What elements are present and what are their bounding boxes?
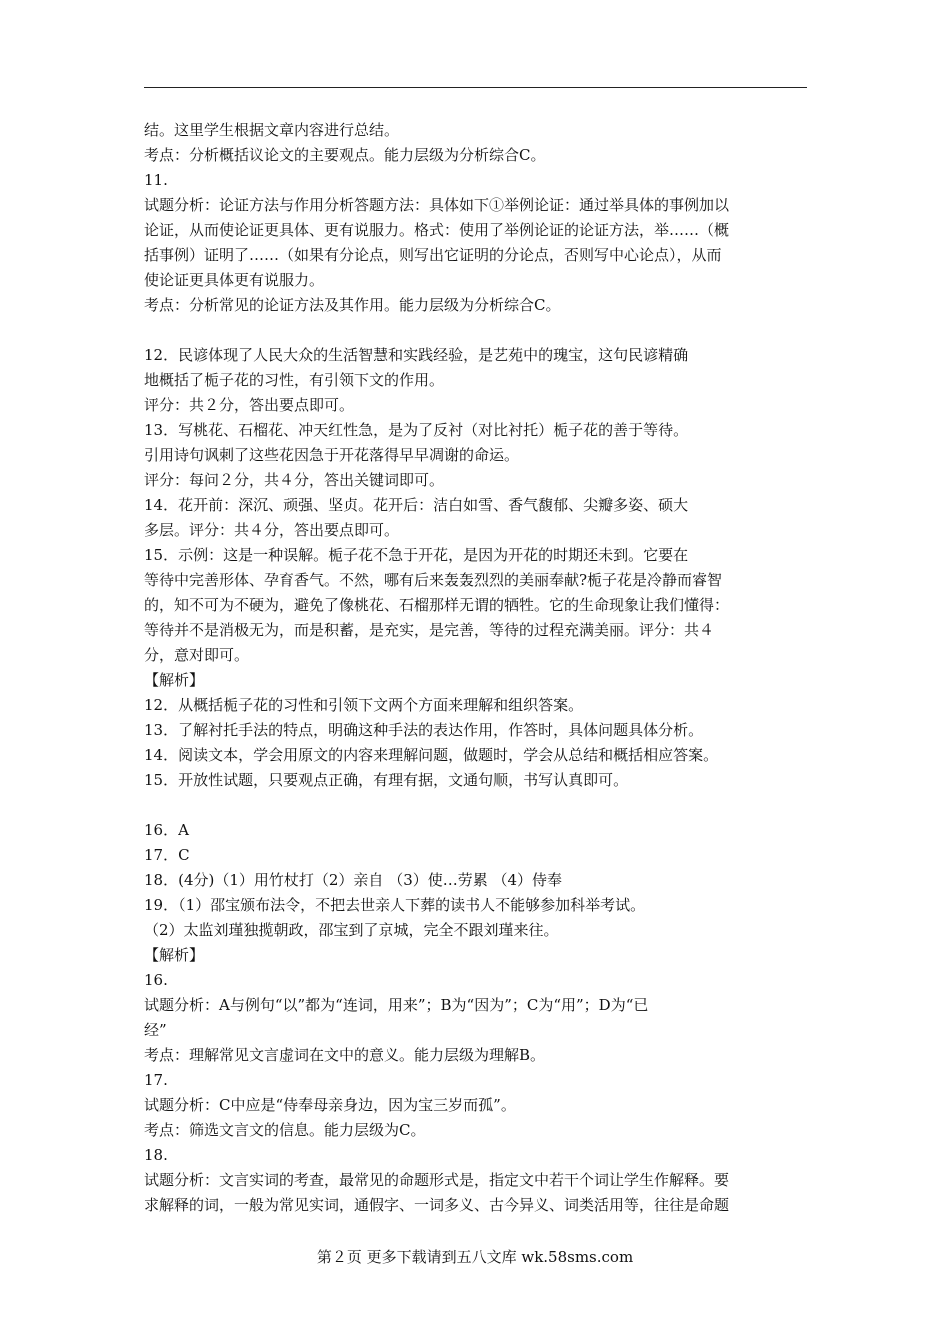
text-line: 17．C [144,846,190,864]
answer-block-2 [144,343,812,793]
header-rule [144,87,807,88]
text-line: 评分：每问２分，共４分，答出关键词即可。 [144,471,445,489]
text-line: 15．示例：这是一种误解。栀子花不急于开花，是因为开花的时期还未到。它要在 [144,546,689,564]
text-line: 等待并不是消极无为，而是积蓄，是充实，是完善，等待的过程充满美丽。评分：共４ [144,621,715,639]
text-line: 经” [144,1021,167,1039]
text-line: 求解释的词，一般为常见实词，通假字、一词多义、古今异义、词类活用等，往往是命题 [144,1196,730,1214]
text-line: 等待中完善形体、孕育香气。不然，哪有后来轰轰烈烈的美丽奉献?栀子花是冷静而睿智 [144,571,723,589]
text-line: 结。这里学生根据文章内容进行总结。 [144,121,400,139]
text-line: 试题分析：A与例句“以”都为“连词，用来”；B为“因为”；C为“用”；D为“已 [144,996,649,1014]
text-line: 16. [144,971,168,989]
text-line: 11. [144,171,168,189]
paragraph-gap [144,318,812,343]
text-line: 试题分析：C中应是“侍奉母亲身边，因为宝三岁而孤”。 [144,1096,516,1114]
text-line: 19．（1）邵宝颁布法令，不把去世亲人下葬的读书人不能够参加科举考试。 [144,896,646,914]
answer-block-3 [144,818,812,1218]
text-line: 分，意对即可。 [144,646,250,664]
text-line: 14．阅读文本，学会用原文的内容来理解问题，做题时，学会从总结和概括相应答案。 [144,746,719,764]
text-line: 12．民谚体现了人民大众的生活智慧和实践经验，是艺苑中的瑰宝，这句民谚精确 [144,346,689,364]
paragraph-gap [144,793,812,818]
text-line: 的，知不可为不硬为，避免了像桃花、石榴那样无谓的牺牲。它的生命现象让我们懂得： [144,596,730,614]
text-line: 16．A [144,821,189,839]
text-line: 考点：筛选文言文的信息。能力层级为C。 [144,1121,426,1139]
text-line: 括事例）证明了……（如果有分论点，则写出它证明的分论点，否则写中心论点），从而 [144,246,722,264]
text-line: 12．从概括栀子花的习性和引领下文两个方面来理解和组织答案。 [144,696,584,714]
text-line: 【解析】 [144,946,205,964]
text-line: 13．了解衬托手法的特点，明确这种手法的表达作用，作答时，具体问题具体分析。 [144,721,704,739]
text-line: 17. [144,1071,168,1089]
answer-block-1 [144,118,812,318]
text-line: 评分：共２分，答出要点即可。 [144,396,355,414]
text-line: （2）太监刘瑾独揽朝政，邵宝到了京城，完全不跟刘瑾来往。 [144,921,559,939]
text-line: 论证，从而使论证更具体、更有说服力。格式：使用了举例论证的论证方法，举……（概 [144,221,730,239]
text-line: 考点：分析概括议论文的主要观点。能力层级为分析综合C。 [144,146,546,164]
text-line: 考点：分析常见的论证方法及其作用。能力层级为分析综合C。 [144,296,561,314]
text-line: 考点：理解常见文言虚词在文中的意义。能力层级为理解B。 [144,1046,546,1064]
page-footer: 第２页 更多下载请到五八文库 wk.58sms.com [316,1248,634,1266]
text-line: 使论证更具体更有说服力。 [144,271,325,289]
text-line: 18．(4分)（1）用竹杖打（2）亲自 （3）使…劳累 （4）侍奉 [144,871,563,889]
text-line: 地概括了栀子花的习性，有引领下文的作用。 [144,371,445,389]
text-line: 14．花开前：深沉、顽强、坚贞。花开后：洁白如雪、香气馥郁、尖瓣多姿、硕大 [144,496,689,514]
text-line: 13．写桃花、石榴花、冲天红性急，是为了反衬（对比衬托）栀子花的善于等待。 [144,421,689,439]
text-line: 试题分析：论证方法与作用分析答题方法：具体如下①举例论证：通过举具体的事例加以 [144,196,730,214]
text-line: 多层。评分：共４分，答出要点即可。 [144,521,400,539]
text-line: 15．开放性试题，只要观点正确，有理有据，文通句顺，书写认真即可。 [144,771,629,789]
text-line: 试题分析：文言实词的考查，最常见的命题形式是，指定文中若干个词让学生作解释。要 [144,1171,730,1189]
text-line: 引用诗句讽刺了这些花因急于开花落得早早凋谢的命运。 [144,446,520,464]
page-content [144,118,812,1218]
text-line: 18. [144,1146,168,1164]
text-line: 【解析】 [144,671,205,689]
